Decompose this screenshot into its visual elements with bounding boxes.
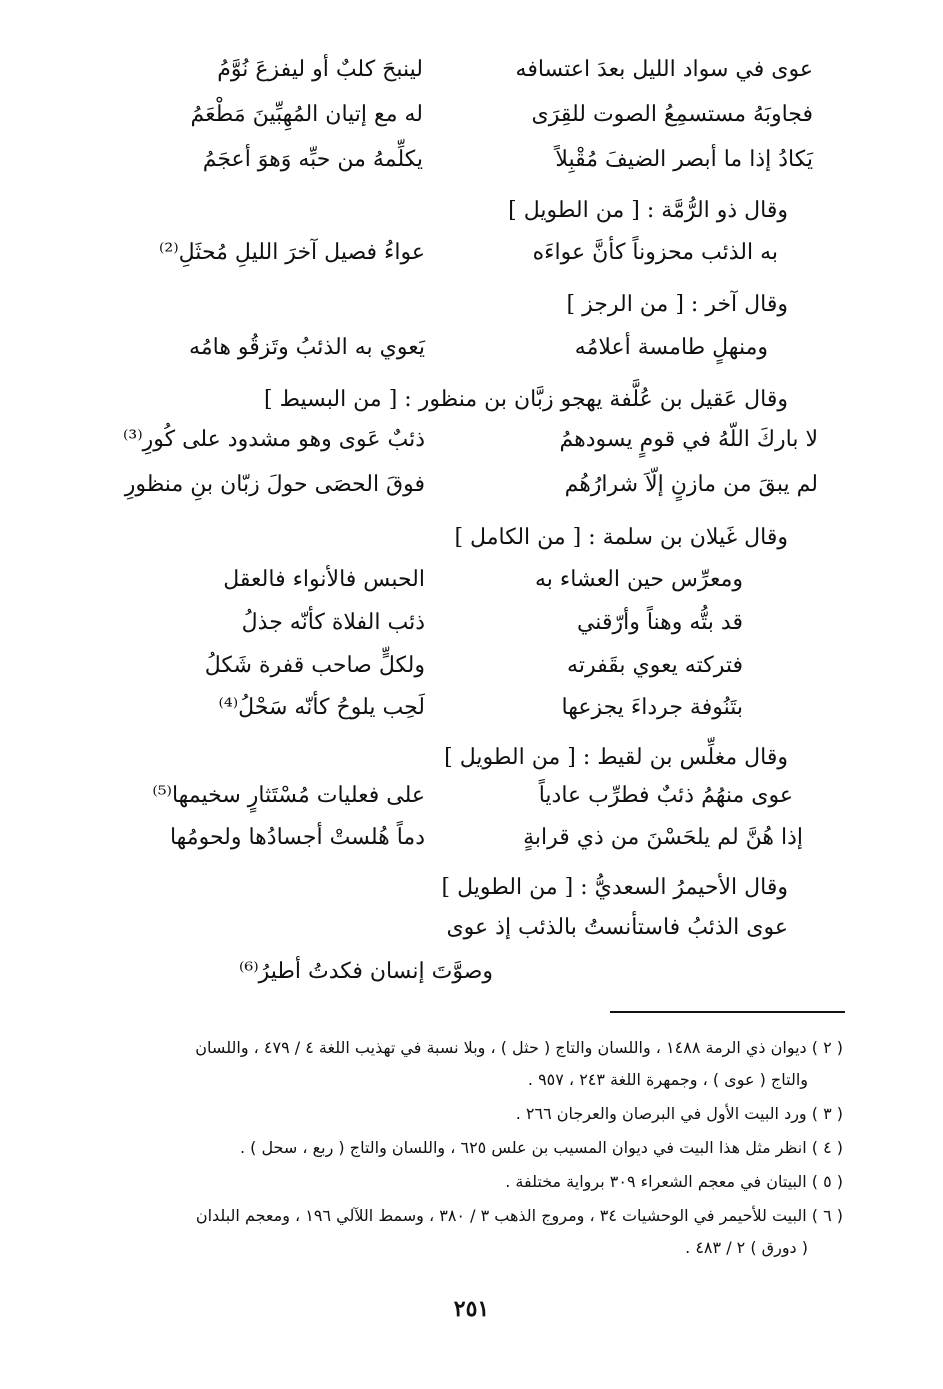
- footnote-5: ( ٥ ) البيتان في معجم الشعراء ٣٠٩ برواية مختلفة .: [505, 1172, 843, 1191]
- verse-hemistich-right: فتركته يعوي بقَفرته: [567, 653, 743, 678]
- verse-hemistich-right: بتَنُوفة جرداءَ يجزعها: [561, 695, 743, 720]
- verse-hemistich-right: إذا هُنَّ لم يلحَسْنَ من ذي قرابةٍ: [523, 825, 803, 850]
- verse-hemistich-left: يكلِّمهُ من حبِّه وَهوَ أعجَمُ: [202, 147, 423, 172]
- verse-hemistich-left: له مع إتيان المُهِبِّينَ مَطْعَمُ: [190, 102, 423, 127]
- verse-hemistich-left: وصوَّتَ إنسان فكدتُ أطيرُ⁽⁶⁾: [238, 959, 493, 984]
- poem-attribution: وقال مغلِّس بن لقيط : [ من الطويل ]: [444, 745, 788, 770]
- page-number: ٢٥١: [453, 1296, 490, 1322]
- footnote-4: ( ٤ ) انظر مثل هذا البيت في ديوان المسيب بن علس ٦٢٥ ، واللسان والتاج ( ربع ، سحل ) .: [239, 1138, 843, 1157]
- verse-hemistich-right: فجاوبَهُ مستسمِعُ الصوت للقِرَى: [531, 102, 813, 127]
- poem-attribution: وقال الأحيمرُ السعديُّ : [ من الطويل ]: [441, 875, 788, 900]
- verse-hemistich-left: ذئبٌ عَوى وهو مشدود على كُورِ⁽³⁾: [122, 427, 425, 452]
- verse-hemistich-left: ذئب الفلاة كأنّه جذلُ: [241, 610, 425, 635]
- footnote-6: ( ٦ ) البيت للأحيمر في الوحشيات ٣٤ ، ومروج الذهب ٣ / ٣٨٠ ، وسمط اللآلي ١٩٦ ، ومعجم البلدان: [195, 1206, 843, 1225]
- verse-hemistich-left: يَعوي به الذئبُ وتَزقُو هامُه: [189, 335, 425, 360]
- verse-hemistich-left: لينبحَ كلبٌ أو ليفزعَ نُوَّمُ: [217, 57, 423, 82]
- verse-hemistich-left: عواءُ فصيل آخرَ الليلِ مُحثَلِ⁽²⁾: [159, 240, 425, 265]
- verse-hemistich-left: دماً هُلستْ أجسادُها ولحومُها: [169, 825, 425, 850]
- poem-attribution: وقال غَيلان بن سلمة : [ من الكامل ]: [454, 525, 788, 550]
- poem-attribution: وقال ذو الرُّمَّة : [ من الطويل ]: [508, 198, 788, 223]
- verse-hemistich-right: يَكادُ إذا ما أبصر الضيفَ مُقْبِلاً: [555, 147, 813, 172]
- footnote-3: ( ٣ ) ورد البيت الأول في البرصان والعرجان ٢٦٦ .: [515, 1104, 843, 1123]
- verse-hemistich-left: ولكلٍّ صاحب قفرة شَكلُ: [204, 653, 425, 678]
- footnote-6-cont: ( دورق ) ٢ / ٤٨٣ .: [685, 1238, 808, 1257]
- verse-hemistich-left: الحبس فالأنواء فالعقل: [223, 567, 425, 592]
- verse-hemistich-right: به الذئب محزوناً كأنَّ عواءَه: [532, 240, 778, 265]
- verse-hemistich-right: عوى في سواد الليل بعدَ اعتسافه: [515, 57, 813, 82]
- verse-hemistich-right: لم يبقَ من مازنٍ إلّاَ شرارُهُم: [564, 472, 818, 497]
- footnote-separator: [610, 1011, 845, 1013]
- verse-hemistich-left: فوقَ الحصَى حولَ زبّان بنِ منظورِ: [124, 472, 425, 497]
- verse-hemistich-right: عوى منهُمُ ذئبٌ فطرِّب عادياً: [538, 783, 793, 808]
- footnote-2-cont: والتاج ( عوى ) ، وجمهرة اللغة ٢٤٣ ، ٩٥٧ .: [527, 1070, 808, 1089]
- verse-hemistich-right: عوى الذئبُ فاستأنستُ بالذئب إذ عوى: [446, 915, 788, 940]
- verse-hemistich-right: لا باركَ اللّهُ في قومٍ يسودهمُ: [559, 427, 818, 452]
- verse-hemistich-left: لَحِب يلوحُ كأنّه سَحْلُ⁽⁴⁾: [218, 695, 425, 720]
- poem-attribution: وقال آخر : [ من الرجز ]: [566, 292, 788, 317]
- verse-hemistich-right: ومعرِّس حين العشاء به: [534, 567, 743, 592]
- verse-hemistich-right: قد بتُّه وهناً وأرّقني: [576, 610, 743, 635]
- footnote-2: ( ٢ ) ديوان ذي الرمة ١٤٨٨ ، واللسان والتاج ( حثل ) ، وبلا نسبة في تهذيب اللغة ٤ / ٤٧٩ ، واللسان: [195, 1038, 843, 1057]
- poem-attribution: وقال عَقيل بن عُلَّفة يهجو زبَّان بن منظور : [ من البسيط ]: [264, 387, 788, 412]
- verse-hemistich-left: على فعليات مُسْتَثارٍ سخيمها⁽⁵⁾: [152, 783, 425, 808]
- verse-hemistich-right: ومنهلٍ طامسة أعلامُه: [574, 335, 768, 360]
